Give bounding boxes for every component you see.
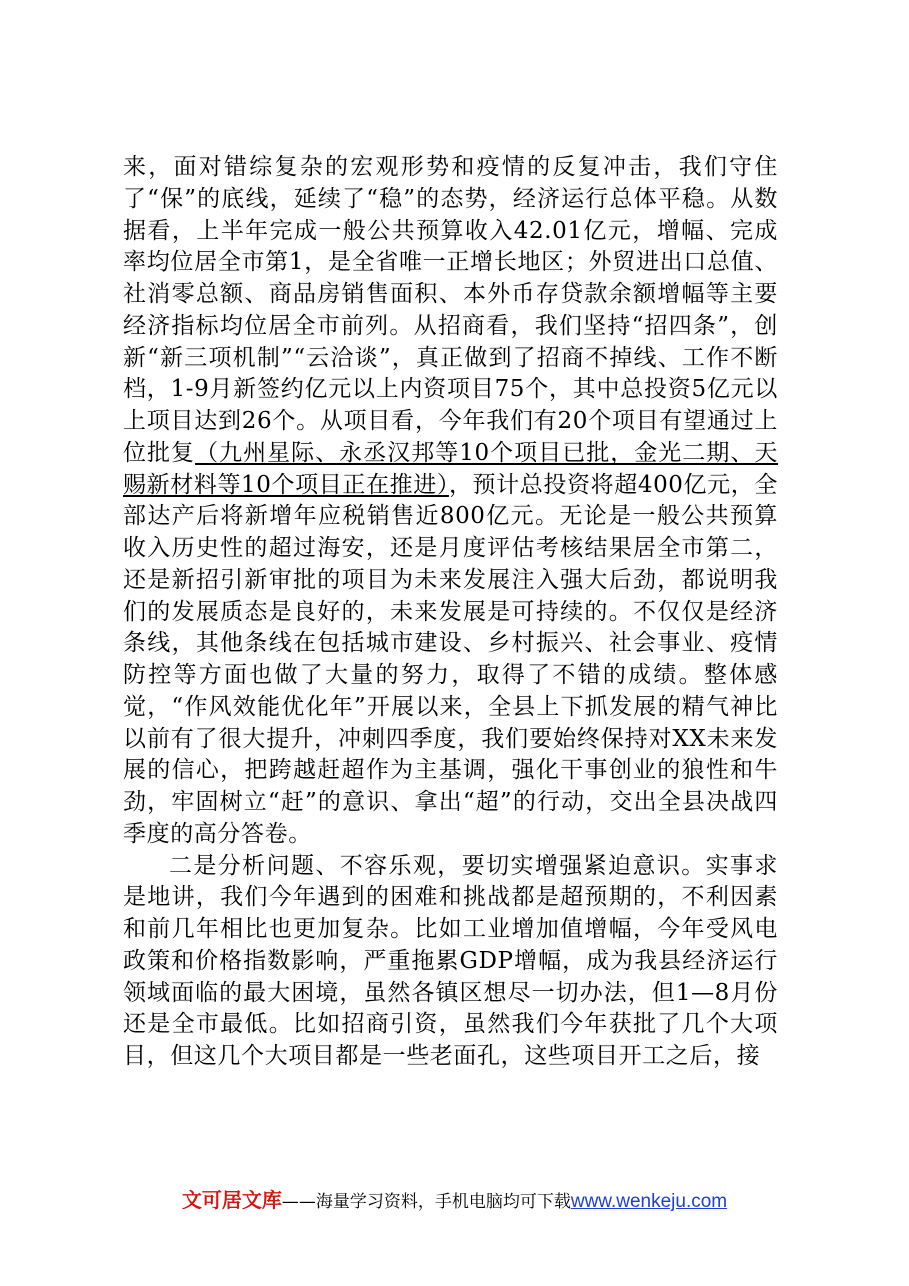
footer-tagline: ——海量学习资料，手机电脑均可下载 <box>281 1192 571 1212</box>
paragraph-1-text-b: ，预计总投资将超400亿元，全部达产后将新增年应税销售近800亿元。无论是一般公共预算收入历史性的超过海安，还是月度评估考核结果居全市第二，还是新招引新审批的项目为未来发展注入强大后劲，都说明我们的发展质态是良好的，未来发展是可持续的。不仅仅是经济条线，其他条线在包括城市建设、乡村振兴、社会事业、疫情防控等方面也做了大量的努力，取得了不错的成绩。整体感觉，“作风效能优化年”开展以来，全县上下抓发展的精气神比以前有了很大提升，冲刺四季度，我们要始终保持对XX未来发展的信心，把跨越赶超作为主基调，强化干事创业的狼性和牛劲，牢固树立“赶”的意识、拿出“超”的行动，交出全县决战四季度的高分答卷。 <box>123 471 778 847</box>
paragraph-2: 二是分析问题、不容乐观，要切实增强紧迫意识。实事求是地讲，我们今年遇到的困难和挑战都是超预期的，不利因素和前几年相比也更加复杂。比如工业增加值增幅，今年受风电政策和价格指数影响，严重拖累GDP增幅，成为我县经济运行领域面临的最大困境，虽然各镇区想尽一切办法，但1—8月份还是全市最低。比如招商引资，虽然我们今年获批了几个大项目，但这几个大项目都是一些老面孔，这些项目开工之后，接 <box>123 852 778 1069</box>
footer-url-link[interactable]: www.wenkeju.com <box>570 1191 728 1212</box>
paragraph-1-text-a: 来，面对错综复杂的宏观形势和疫情的反复冲击，我们守住了“保”的底线，延续了“稳”的态势，经济运行总体平稳。从数据看，上半年完成一般公共预算收入42.01亿元，增幅、完成率均位居全市第1，是全省唯一正增长地区；外贸进出口总值、社消零总额、商品房销售面积、本外币存贷款余额增幅等主要经济指标均位居全市前列。从招商看，我们坚持“招四条”，创新“新三项机制”“云洽谈”，真正做到了招商不掉线、工作不断档，1-9月新签约亿元以上内资项目75个，其中总投资5亿元以上项目达到26个。从项目看，今年我们有20个项目有望通过上位批复 <box>123 154 778 466</box>
paragraph-1 <box>123 152 778 851</box>
footer-brand: 文可居文库 <box>181 1188 282 1212</box>
paragraph-1-underlined-note: （九州星际、永丞汉邦等10个项目已批，金光二期、天赐新材料等10个项目正在推进） <box>123 439 778 498</box>
document-body <box>123 152 778 1073</box>
footer-banner <box>0 1184 909 1213</box>
